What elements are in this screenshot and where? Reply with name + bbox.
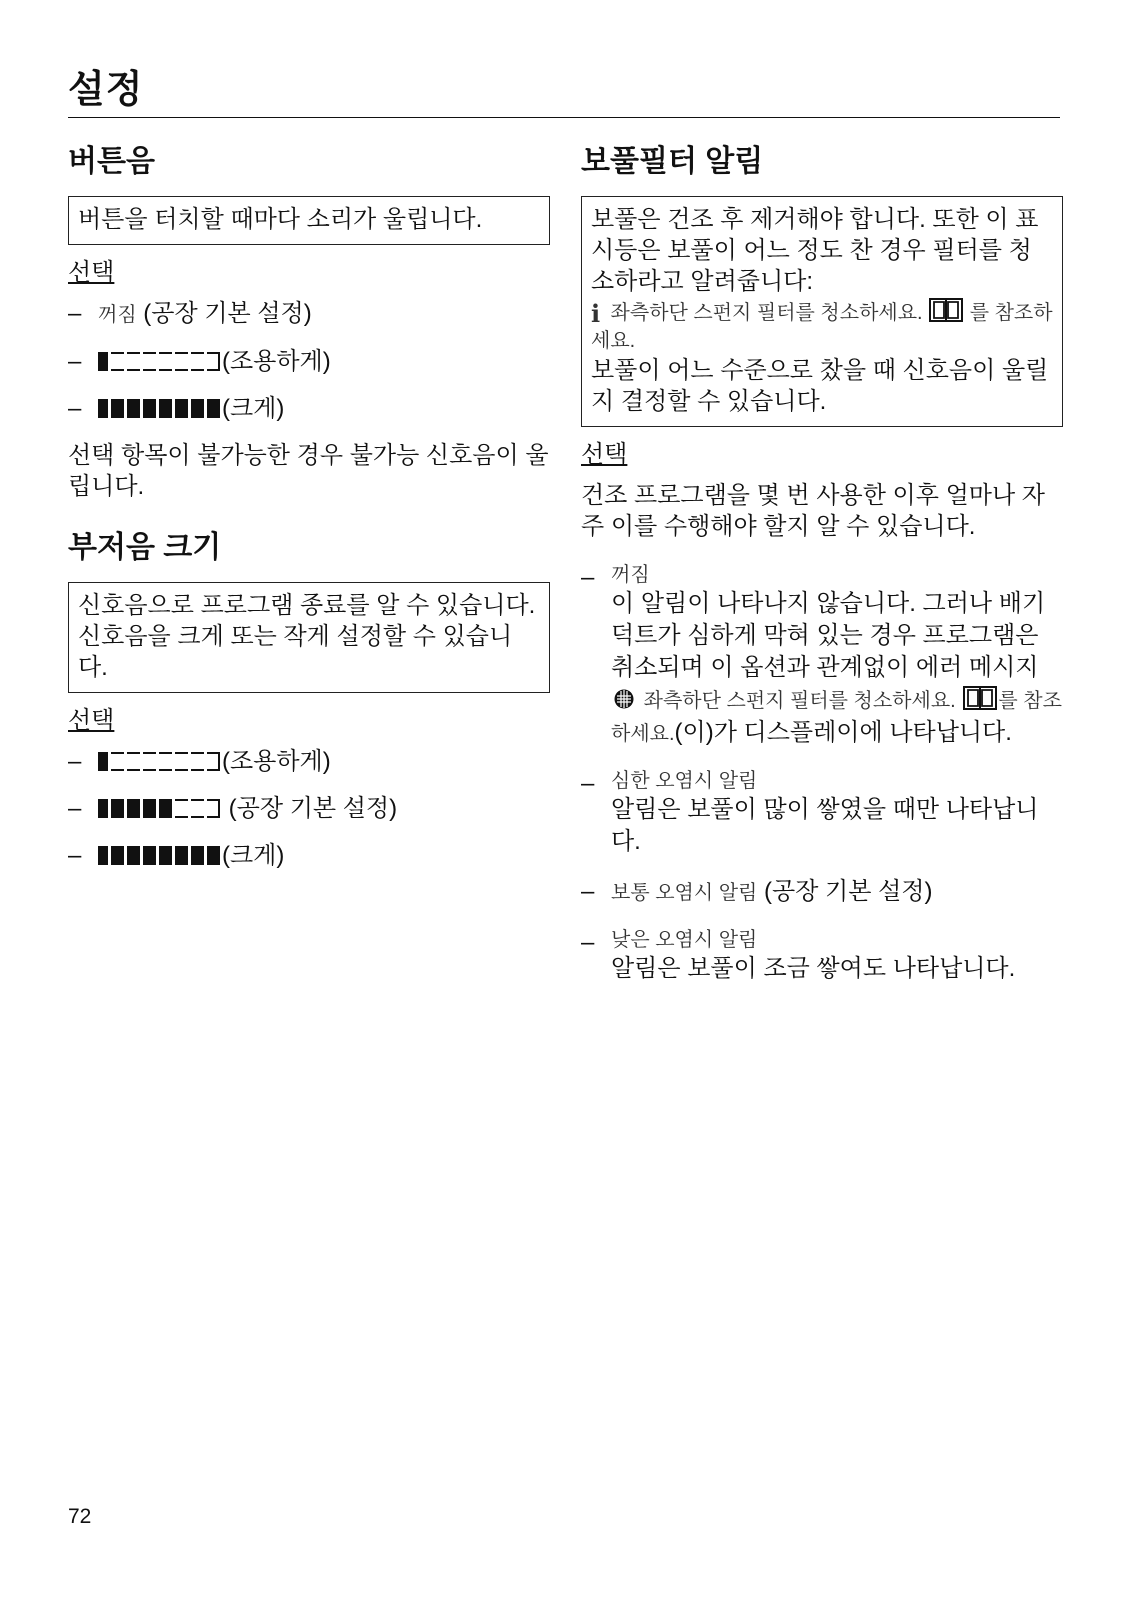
lint-filter-box-text-2: 보풀이 어느 수준으로 찼을 때 신호음이 울릴지 결정할 수 있습니다.	[591, 357, 1049, 415]
option-text: (조용하게)	[222, 748, 331, 775]
info-icon: i	[591, 299, 601, 328]
page-number: 72	[68, 1505, 92, 1528]
volume-bar-filled	[175, 846, 188, 865]
volume-bar-filled	[159, 846, 172, 865]
lint-filter-box-text: 보풀은 건조 후 제거해야 합니다. 또한 이 표시등은 보풀이 어느 정도 찬 경우 필터를 청소하라고 알려줍니다:	[591, 206, 1039, 295]
volume-bar-empty	[111, 352, 124, 371]
option-description: 이 알림이 나타나지 않습니다. 그러나 배기 덕트가 심하게 막혀 있는 경우 프로그램은 취소되며 이 옵션과 관계없이 에러 메시지	[611, 590, 1046, 681]
list-item	[581, 768, 1063, 858]
option-description: 알림은 보풀이 많이 쌓였을 때만 나타납니다.	[611, 796, 1039, 855]
list-item	[68, 346, 550, 378]
buzzer-volume-description: 신호음으로 프로그램 종료를 알 수 있습니다. 신호음을 크게 또는 작게 설정할 수 있습니다.	[68, 582, 550, 693]
button-tone-description: 버튼을 터치할 때마다 소리가 울립니다.	[68, 196, 550, 245]
filter-error-icon	[613, 688, 635, 710]
volume-bar-filled	[98, 846, 108, 865]
page-title: 설정	[68, 69, 144, 111]
volume-bar-filled	[191, 846, 204, 865]
list-item	[68, 393, 550, 425]
button-tone-section	[68, 140, 550, 502]
display-ref-text: 를 참조하세요.	[591, 302, 1053, 352]
volume-bar-empty	[191, 799, 204, 818]
volume-bar-empty	[207, 799, 220, 818]
volume-bars-icon	[98, 399, 220, 418]
volume-bar-filled	[127, 399, 140, 418]
volume-bars-icon	[98, 352, 220, 371]
volume-bars-icon	[98, 846, 220, 865]
buzzer-volume-section	[68, 526, 550, 872]
buzzer-volume-options	[68, 746, 550, 872]
option-text: (공장 기본 설정)	[757, 878, 933, 905]
list-item	[581, 927, 1063, 985]
volume-bar-empty	[175, 752, 188, 771]
book-icon	[962, 685, 998, 711]
lint-filter-select-label: 선택	[581, 441, 628, 468]
volume-bar-empty	[159, 752, 172, 771]
dash-bullet: –	[581, 564, 595, 591]
volume-bars-icon	[98, 752, 220, 771]
list-item	[68, 746, 550, 778]
volume-bar-filled	[191, 399, 204, 418]
volume-bar-filled	[175, 399, 188, 418]
title-divider	[68, 117, 1060, 118]
lint-filter-intro: 건조 프로그램을 몇 번 사용한 이후 얼마나 자주 이를 수행해야 할지 알 수 있습니다.	[581, 482, 1045, 540]
option-text: (공장 기본 설정)	[222, 795, 398, 822]
list-item	[68, 298, 550, 331]
dash-bullet: –	[581, 770, 595, 797]
volume-bar-filled	[143, 399, 156, 418]
volume-bar-empty	[111, 752, 124, 771]
buzzer-volume-heading: 부저음 크기	[68, 531, 222, 564]
display-text-light: 낮은 오염시 알림	[611, 929, 758, 951]
volume-bar-filled	[207, 399, 220, 418]
volume-bar-filled	[207, 846, 220, 865]
volume-bar-filled	[143, 846, 156, 865]
volume-bar-filled	[159, 799, 172, 818]
volume-bar-filled	[98, 352, 108, 371]
option-text: (공장 기본 설정)	[136, 300, 312, 327]
dash-bullet: –	[68, 748, 82, 775]
volume-bar-filled	[127, 846, 140, 865]
volume-bar-empty	[191, 352, 204, 371]
list-item	[68, 840, 550, 872]
lint-filter-display-message	[591, 297, 1053, 355]
volume-bars-icon	[98, 799, 220, 818]
volume-bar-empty	[127, 352, 140, 371]
dash-bullet: –	[68, 395, 82, 422]
option-text: (크게)	[222, 842, 285, 869]
dash-bullet: –	[68, 348, 82, 375]
dash-bullet: –	[68, 795, 82, 822]
volume-bar-empty	[143, 752, 156, 771]
list-item	[581, 562, 1063, 750]
lint-filter-options	[581, 562, 1063, 985]
button-tone-heading: 버튼음	[68, 145, 155, 178]
volume-bar-filled	[127, 799, 140, 818]
volume-bar-empty	[127, 752, 140, 771]
button-tone-select-label: 선택	[68, 259, 115, 286]
volume-bar-filled	[98, 399, 108, 418]
display-message-text: 좌측하단 스펀지 필터를 청소하세요.	[643, 690, 956, 712]
buzzer-volume-select-label: 선택	[68, 707, 115, 734]
left-column	[68, 140, 550, 887]
option-text: (조용하게)	[222, 348, 331, 375]
lint-filter-section	[581, 140, 1063, 985]
volume-bar-filled	[111, 399, 124, 418]
option-text: (크게)	[222, 395, 285, 422]
volume-bar-filled	[111, 799, 124, 818]
book-icon	[928, 297, 964, 323]
volume-bar-empty	[191, 752, 204, 771]
volume-bar-empty	[207, 352, 220, 371]
volume-bar-empty	[143, 352, 156, 371]
list-item	[581, 876, 1063, 909]
dash-bullet: –	[68, 300, 82, 327]
display-ref-text: 를 참조하세요.	[611, 690, 1062, 745]
option-description: 알림은 보풀이 조금 쌓여도 나타납니다.	[611, 955, 1016, 982]
display-text-heavy: 심한 오염시 알림	[611, 770, 758, 792]
volume-bar-filled	[98, 752, 108, 771]
volume-bar-filled	[159, 399, 172, 418]
display-text-normal: 보통 오염시 알림	[611, 882, 758, 904]
option-description: (이)가 디스플레이에 나타납니다.	[674, 719, 1012, 746]
volume-bar-filled	[111, 846, 124, 865]
list-item	[68, 793, 550, 825]
volume-bar-empty	[159, 352, 172, 371]
lint-filter-heading: 보풀필터 알림	[581, 145, 764, 178]
display-text-off: 꺼짐	[611, 564, 650, 586]
right-column	[581, 140, 1063, 1003]
volume-bar-empty	[207, 752, 220, 771]
display-message-text: 좌측하단 스펀지 필터를 청소하세요.	[605, 302, 923, 324]
volume-bar-empty	[175, 352, 188, 371]
dash-bullet: –	[68, 842, 82, 869]
button-tone-options	[68, 298, 550, 425]
button-tone-note: 선택 항목이 불가능한 경우 불가능 신호음이 울립니다.	[68, 442, 549, 500]
volume-bar-empty	[175, 799, 188, 818]
volume-bar-filled	[98, 799, 108, 818]
display-text-off: 꺼짐	[98, 304, 137, 326]
lint-filter-description	[581, 196, 1063, 427]
volume-bar-filled	[143, 799, 156, 818]
dash-bullet: –	[581, 878, 595, 905]
dash-bullet: –	[581, 929, 595, 956]
